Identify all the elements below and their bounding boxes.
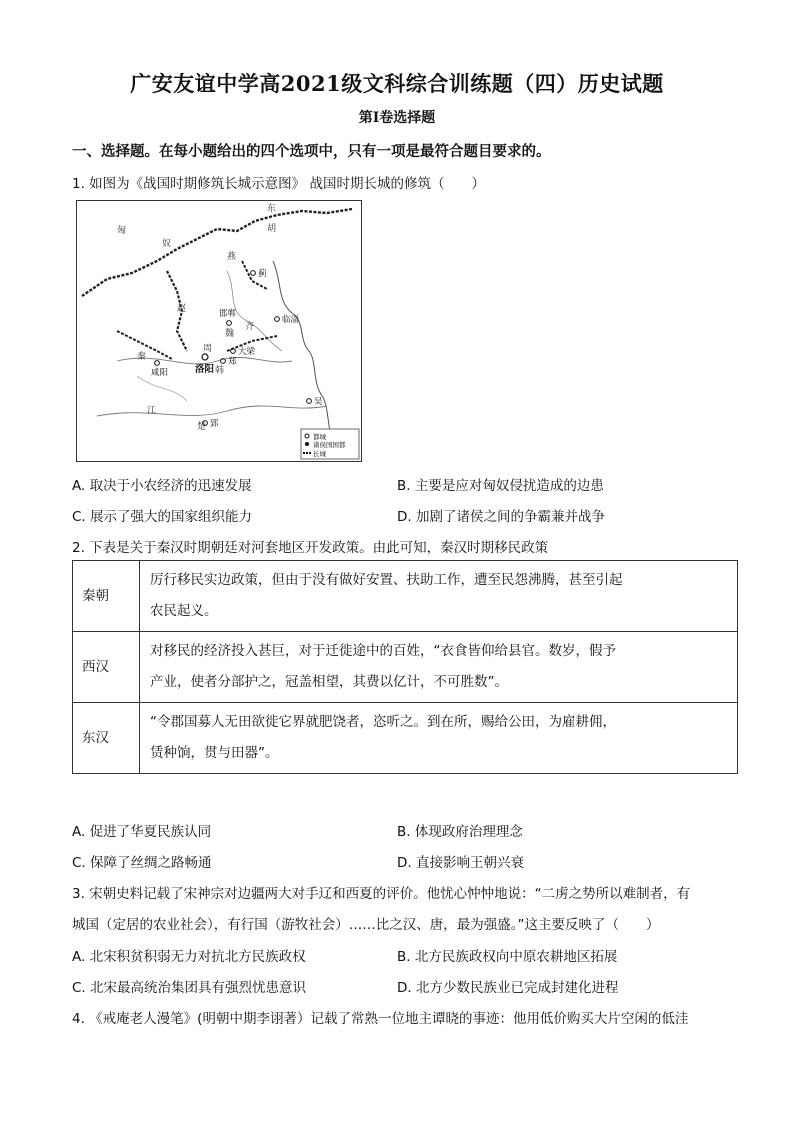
legend-capital: 都城	[313, 433, 326, 441]
yangtze-river	[97, 406, 327, 416]
table-cell-era: 秦朝	[73, 561, 140, 632]
city-marker-luoyang	[202, 354, 208, 360]
city-marker-xianyang	[155, 361, 160, 366]
q2-option-b[interactable]: B. 体现政府治理理念	[397, 824, 523, 840]
q3-option-b[interactable]: B. 北方民族政权向中原农耕地区拓展	[397, 949, 618, 965]
great-wall-north	[82, 209, 352, 296]
han-river	[137, 376, 187, 401]
warring-states-wall-map	[76, 200, 362, 462]
table-row	[73, 703, 738, 774]
question-3-stem-line2: 城国（定居的农业社会），有行国（游牧社会）……比之汉、唐，最为强盛。”这主要反映了（ ）	[72, 917, 660, 933]
map-city-zheng: 郑	[228, 357, 237, 367]
map-label-yan: 燕	[227, 252, 237, 262]
map-label-jiang: 江	[147, 406, 157, 416]
map-label-xiongnu-1: 匈	[117, 226, 127, 236]
map-label-qi: 齐	[245, 322, 255, 332]
q3-option-a[interactable]: A. 北宋积贫积弱无力对抗北方民族政权	[72, 949, 306, 965]
map-label-qin: 秦	[137, 352, 147, 362]
city-marker-handan	[227, 321, 232, 326]
map-graphic	[77, 201, 361, 461]
migration-policy-table	[72, 560, 738, 774]
legend-wall: 长城	[313, 450, 326, 458]
table-line: 对移民的经济投入甚巨，对于迁徙途中的百姓，“衣食皆仰给县官。数岁，假予	[150, 643, 616, 659]
table-cell-text	[140, 561, 738, 632]
table-row	[73, 561, 738, 632]
map-label-wei: 魏	[225, 329, 235, 339]
question-3-stem-line1: 3. 宋朝史料记载了宋神宗对边疆两大对手辽和西夏的评价。他忧心忡忡地说：“二虏之势所以难制者，有	[72, 886, 691, 902]
table-cell-era: 西汉	[73, 632, 140, 703]
legend-vassal-capital: 诸侯国国都	[313, 441, 346, 449]
map-city-linzi: 临淄	[282, 315, 300, 325]
city-marker-ji	[251, 271, 256, 276]
q2-option-c[interactable]: C. 保障了丝绸之路畅通	[72, 855, 212, 871]
page-title: 广安友谊中学高2021级文科综合训练题（四）历史试题	[130, 71, 664, 96]
table-line: 赁种饷，贯与田器”。	[150, 745, 279, 761]
map-city-luoyang: 洛阳	[195, 364, 215, 375]
q2-option-a[interactable]: A. 促进了华夏民族认同	[72, 824, 212, 840]
section-heading: 一、选择题。在每小题给出的四个选项中，只有一项是最符合题目要求的。	[72, 143, 551, 160]
table-cell-era: 东汉	[73, 703, 140, 774]
table-line: 农民起义。	[150, 603, 218, 619]
table-line: 厉行移民实边政策，但由于没有做好安置、扶助工作，遭至民怨沸腾，甚至引起	[150, 572, 623, 588]
q1-option-d[interactable]: D. 加剧了诸侯之间的争霸兼并战争	[397, 509, 605, 525]
map-city-ying: 郢	[210, 419, 219, 429]
table-row	[73, 632, 738, 703]
map-label-donghu-2: 胡	[267, 224, 277, 234]
city-marker-wu	[307, 399, 312, 404]
q2-option-d[interactable]: D. 直接影响王朝兴衰	[397, 855, 524, 871]
map-label-chu: 楚	[197, 422, 207, 432]
table-line: “令郡国募人无田欲徙它界就肥饶者，恣听之。到在所，赐给公田，为雇耕佣，	[150, 714, 616, 730]
q1-option-a[interactable]: A. 取决于小农经济的迅速发展	[72, 478, 252, 494]
city-marker-linzi	[275, 317, 280, 322]
map-label-han: 韩	[215, 366, 225, 376]
map-label-xiongnu-2: 奴	[162, 239, 172, 249]
legend-vassal-symbol	[305, 442, 309, 446]
q1-option-b[interactable]: B. 主要是应对匈奴侵扰造成的边患	[397, 478, 604, 494]
table-cell-text	[140, 703, 738, 774]
question-2-stem: 2. 下表是关于秦汉时期朝廷对河套地区开发政策。由此可知，秦汉时期移民政策	[72, 540, 549, 556]
question-4-stem: 4. 《戒庵老人漫笔》(明朝中期李诩著）记载了常熟一位地主谭晓的事迹：他用低价购买大片空闲的低洼	[72, 1011, 689, 1027]
q1-option-c[interactable]: C. 展示了强大的国家组织能力	[72, 509, 253, 525]
map-legend	[301, 429, 359, 459]
table-line: 产业，使者分部护之，冠盖相望，其费以亿计，不可胜数”。	[150, 674, 508, 690]
table-cell-text	[140, 632, 738, 703]
map-label-donghu-1: 东	[267, 204, 277, 214]
map-label-zhou: 周	[203, 344, 213, 354]
map-city-daliang: 大梁	[238, 347, 256, 357]
page-subtitle: 第Ⅰ卷选择题	[358, 110, 436, 126]
map-city-wu: 吴	[314, 397, 323, 407]
map-city-handan: 邯郸	[219, 309, 237, 319]
q3-option-c[interactable]: C. 北宋最高统治集团具有强烈忧患意识	[72, 980, 307, 996]
map-label-zhao: 赵	[177, 304, 187, 314]
map-city-ji: 蓟	[258, 269, 267, 279]
map-city-xianyang: 咸阳	[151, 368, 169, 378]
question-1-stem: 1. 如图为《战国时期修筑长城示意图》 战国时期长城的修筑（ ）	[72, 176, 485, 192]
q3-option-d[interactable]: D. 北方少数民族业已完成封建化进程	[397, 980, 619, 996]
